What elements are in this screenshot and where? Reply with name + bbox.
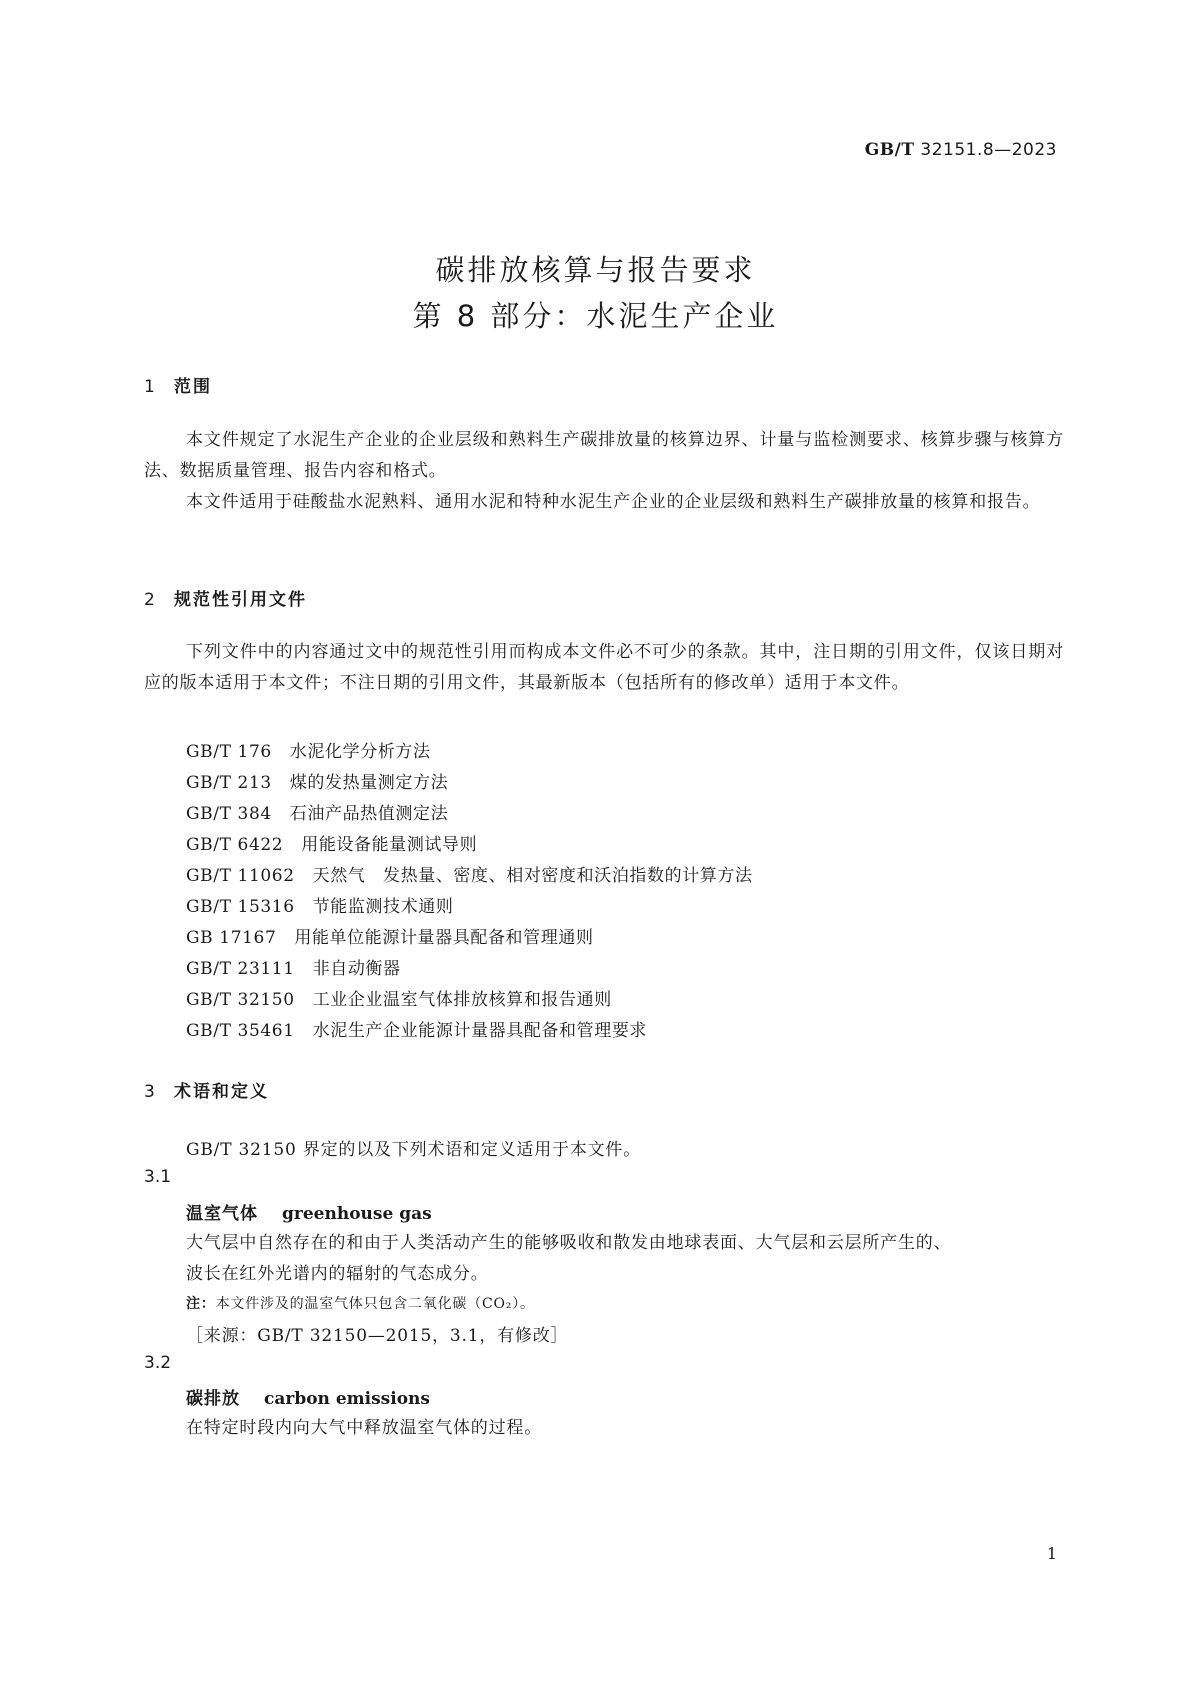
clause-number: 3.2 [144, 1353, 172, 1373]
definition-line: 大气层中自然存在的和由于人类活动产生的能够吸收和散发由地球表面、大气层和云层所产生的、 [186, 1233, 952, 1253]
definition-line: 在特定时段内向大气中释放温室气体的过程。 [186, 1418, 542, 1438]
reference-title: 非自动衡器 [312, 959, 401, 979]
term-en: greenhouse gas [282, 1204, 432, 1224]
paragraph: 本文件适用于硅酸盐水泥熟料、通用水泥和特种水泥生产企业的企业层级和熟料生产碳排放量的核算和报告。 [186, 492, 1041, 512]
reference-item [186, 768, 448, 793]
clause-number: 3.1 [144, 1167, 172, 1187]
definition-line: 波长在红外光谱内的辐射的气态成分。 [186, 1264, 489, 1284]
term-zh: 碳排放 [186, 1389, 240, 1409]
reference-title: 煤的发热量测定方法 [289, 773, 449, 793]
reference-title: 水泥生产企业能源计量器具配备和管理要求 [312, 1021, 648, 1041]
standard-code: 32151.8—2023 [920, 140, 1057, 160]
section-number: 1 [144, 377, 157, 397]
terms-intro: GB/T 32150 界定的以及下列术语和定义适用于本文件。 [186, 1140, 642, 1160]
section-2-heading [144, 585, 307, 610]
reference-item [186, 1016, 647, 1041]
section-number: 2 [144, 590, 157, 610]
reference-item [186, 892, 453, 917]
reference-item [186, 954, 401, 979]
reference-code: GB/T 35461 [186, 1021, 295, 1041]
section-title: 范围 [174, 377, 212, 397]
reference-code: GB/T 213 [186, 773, 272, 793]
source-citation: ［来源：GB/T 32150—2015，3.1，有修改］ [186, 1326, 569, 1346]
standard-number [865, 140, 1057, 160]
reference-title: 水泥化学分析方法 [289, 742, 431, 762]
reference-item [186, 985, 612, 1010]
note-label: 注： [186, 1296, 216, 1312]
term-entry [186, 1199, 432, 1224]
reference-code: GB/T 23111 [186, 959, 295, 979]
reference-item [186, 799, 448, 824]
reference-code: GB/T 11062 [186, 866, 295, 886]
reference-title: 用能单位能源计量器具配备和管理通则 [294, 928, 594, 948]
reference-item [186, 923, 594, 948]
term-entry [186, 1384, 430, 1409]
reference-item [186, 737, 431, 762]
paragraph: 下列文件中的内容通过文中的规范性引用而构成本文件必不可少的条款。其中，注日期的引用文件，仅该日期对应的版本适用于本文件；不注日期的引用文件，其最新版本（包括所有的修改单）适用于本文件。 [144, 642, 1064, 693]
document-subtitle: 第 8 部分：水泥生产企业 [412, 299, 779, 333]
standard-prefix: GB/T [864, 140, 915, 160]
paragraph: 本文件规定了水泥生产企业的企业层级和熟料生产碳排放量的核算边界、计量与监检测要求、核算步骤与核算方法、数据质量管理、报告内容和格式。 [144, 430, 1064, 481]
reference-code: GB/T 384 [186, 804, 272, 824]
reference-code: GB/T 6422 [186, 835, 284, 855]
section-1-heading [144, 372, 212, 397]
reference-code: GB 17167 [186, 928, 277, 948]
reference-title: 用能设备能量测试导则 [301, 835, 478, 855]
reference-item [186, 830, 477, 855]
term-zh: 温室气体 [186, 1204, 258, 1224]
reference-title: 节能监测技术通则 [312, 897, 454, 917]
reference-title: 石油产品热值测定法 [289, 804, 449, 824]
section-title: 术语和定义 [174, 1082, 269, 1102]
section-title: 规范性引用文件 [174, 590, 307, 610]
section-number: 3 [144, 1082, 157, 1102]
term-en: carbon emissions [264, 1389, 430, 1409]
reference-title: 天然气 发热量、密度、相对密度和沃泊指数的计算方法 [312, 866, 753, 886]
reference-code: GB/T 32150 [186, 990, 295, 1010]
page-number: 1 [1046, 1544, 1057, 1563]
reference-code: GB/T 15316 [186, 897, 295, 917]
section-3-heading [144, 1077, 269, 1102]
note-text: 本文件涉及的温室气体只包含二氧化碳（CO₂）。 [215, 1296, 535, 1312]
document-title: 碳排放核算与报告要求 [435, 253, 756, 287]
reference-item [186, 861, 753, 886]
reference-code: GB/T 176 [186, 742, 272, 762]
reference-title: 工业企业温室气体排放核算和报告通则 [312, 990, 612, 1010]
note [186, 1293, 535, 1313]
